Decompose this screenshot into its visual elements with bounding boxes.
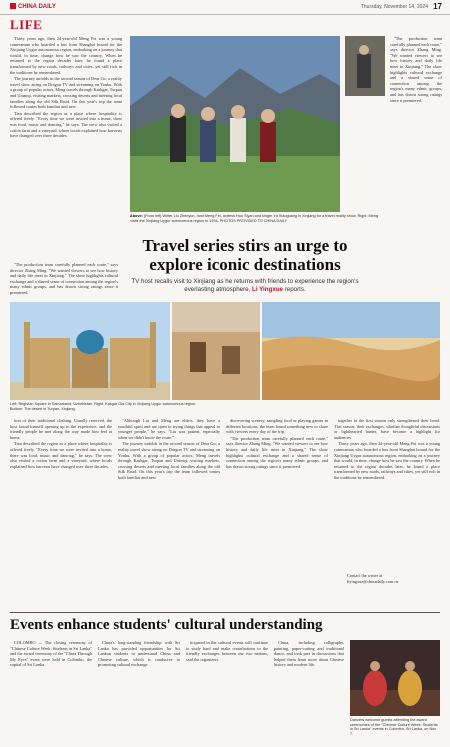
- story-column: [10, 262, 118, 300]
- story-column: [334, 418, 440, 570]
- story-paragraph: The journey unfolds in the second season of Dear Go, a reality travel show airing on Dragon TV and streaming on Youku. With a group of popular actors, Meng travels through Kashgar, Turpan and Urumqi, visiting markets, crossing deserts and meeting local families along the old Silk Road. On this year's trip the team followed routes both familiar and new.: [10, 76, 122, 110]
- photo-credit: PHOTOS PROVIDED TO CHINA DAILY: [219, 218, 288, 223]
- subheadline: [120, 278, 370, 294]
- newspaper-logo: [10, 3, 56, 10]
- page-number: 17: [433, 2, 442, 11]
- logo-text: CHINA DAILY: [18, 4, 56, 10]
- second-headline: Events enhance students' cultural understanding: [10, 617, 323, 633]
- kashgar-photo: [172, 302, 260, 400]
- story2-column: [10, 640, 92, 740]
- caption-label: Above:: [130, 214, 143, 218]
- story-column: [226, 418, 328, 606]
- logo-icon: [10, 3, 16, 9]
- author-name: Li Yingxue: [252, 286, 283, 293]
- section-title: LIFE: [10, 17, 43, 32]
- photo-caption: [130, 214, 385, 223]
- story-paragraph: tion of their traditional clothing. Usually reserved, the host found himself opening up to the experience, and the friendly people he met along the way made him feel at home.: [10, 418, 112, 440]
- kashgar-image: [172, 302, 260, 400]
- story2-paragraph: COLOMBO — The closing ceremony of "Chinese Culture Week: Students in Sri Lanka" and the award ceremony of the "China Through My Eyes" event were held in Colombo, the capital of Sri Lanka.: [10, 640, 92, 668]
- story2-paragraph: ticipated in the cultural events will continue to study hard and make contributions to the friendly exchanges between our two nations, said the organizers.: [186, 640, 268, 662]
- story-paragraph: "The production team carefully planned each route," says director Zhang Ming. "We wanted viewers to see how history and daily life meet in Xinjiang." The show highlights cultural exchange and a shared sense of connection among the region's many ethnic groups, and has drawn strong ratings since it premiered.: [226, 435, 328, 469]
- story2-column: [186, 640, 268, 740]
- archive-photo: [345, 36, 385, 96]
- writer-contact: [347, 573, 398, 584]
- subhead-text: TV host recalls visit to Xinjiang as he returns with friends to experience the region's everlasting atmosphere,: [131, 278, 359, 293]
- archive-photo-image: [345, 36, 385, 96]
- section-divider: [10, 612, 440, 613]
- story-column: [390, 36, 442, 234]
- page-header: [0, 0, 450, 15]
- contact-email: liyingxue@chinadaily.com.cn: [347, 578, 399, 584]
- story-paragraph: "The production team carefully planned each route," says director Zhang Ming. "We wanted viewers to see how history and daily life meet in Xinjiang." The show highlights cultural exchange and a shared sense of connection among the region's many ethnic groups, and has drawn strong ratings since it premiered.: [390, 36, 442, 103]
- caption-text: (From left) Writer Liu Zhenyun, host Meng Fei, actress Huo Siyan and singer Yu Xiaoguang in Xinjiang for a travel reality show. Right: Meng visits the Xinjiang Uygur autonomous region in 1994.: [130, 214, 379, 223]
- story-paragraph: "The production team carefully planned each route," says director Zhang Ming. "We wanted viewers to see how history and daily life meet in Xinjiang." The show highlights cultural exchange and a shared sense of connection among the region's many ethnic groups, and has drawn strong ratings since it premiered.: [10, 262, 118, 295]
- desert-photo: [262, 302, 440, 400]
- issue-date: Thursday, November 14, 2024: [360, 4, 428, 10]
- story-paragraph: together in the first season only strengthened their bond. This season, their exchanges, whether thoughtful discussions or lighthearted banter, have become a highlight for audiences.: [334, 418, 440, 440]
- subhead-suffix: reports.: [284, 286, 306, 293]
- photos-caption: Left: Registan Square in Samarkand, Uzbekistan. Right: Kasgar Old City in Xinjiang Uygur autonomous region. Bottom: The desert in Turpan, Xinjiang.: [10, 402, 197, 411]
- story-column: [10, 36, 122, 258]
- registan-photo: [10, 302, 170, 400]
- story-paragraph: discovering scenery, sampling food or playing games in different locations, the team found something new to share with viewers every day of the trip.: [226, 418, 328, 435]
- desert-image: [262, 302, 440, 400]
- story-column: [118, 418, 220, 606]
- main-headline: Travel series stirs an urge to explore iconic destinations: [142, 236, 348, 274]
- story-paragraph: Tian described the region as a place where hospitality is offered freely. "Every time we were invited into a home, there was food, music and dancing," he says. The crew also visited a cotton farm and a vineyard, where locals explained how harvests have changed over three decades.: [10, 441, 112, 469]
- group-photo: [130, 36, 340, 212]
- story-paragraph: Thirty years ago, then 24-year-old Meng Fei was a young cameraman who boarded a bus from Shanghai bound for the Xinjiang Uygur autonomous region, embarking on a journey that would, in time, change how he saw the country. When he returned to the region decades later, he found a place transformed by new roads, railways and cities, yet still rich in the traditions he remembered.: [334, 441, 440, 480]
- story-column: [10, 418, 112, 606]
- story-paragraph: "Although Liu and Meng are elders, they have a youthful spirit and are open to trying things that appeal to younger people," he says. "Liu was patient, especially when we didn't know the route.": [118, 418, 220, 440]
- dancers-image: [350, 640, 440, 716]
- registan-image: [10, 302, 170, 400]
- dancers-photo: [350, 640, 440, 716]
- story2-paragraph: China, including calligraphy, painting, paper-cutting and traditional dance, and took part in discussions that helped them learn more about Chinese history and modern life.: [274, 640, 344, 668]
- story-paragraph: Tian described the region as a place where hospitality is offered freely. "Every time we were invited into a home, there was food, music and dancing," he says. The crew also visited a cotton farm and a vineyard, where locals explained how harvests have changed over three decades.: [10, 110, 122, 139]
- story-paragraph: The journey unfolds in the second season of Dear Go, a reality travel show airing on Dragon TV and streaming on Youku. With a group of popular actors, Meng travels through Kashgar, Turpan and Urumqi, visiting markets, crossing deserts and meeting local families along the old Silk Road. On this year's trip the team followed routes both familiar and new.: [118, 441, 220, 480]
- group-photo-image: [130, 36, 340, 212]
- story2-paragraph: China's long-standing friendship with Sri Lanka has provided opportunities for Sri Lankan students to understand China and Chinese culture, which is conducive to promoting cultural exchange.: [98, 640, 180, 668]
- story2-column: [274, 640, 344, 740]
- story2-column: [98, 640, 180, 740]
- contact-label: Contact the writer at: [347, 573, 383, 578]
- dancers-caption: Dancers welcome guests attending the award ceremonies of the "Chinese Culture Week: Students in Sri Lanka" events in Colombo, Sri Lanka, on Nov 7.: [350, 718, 438, 736]
- story-paragraph: Thirty years ago, then 24-year-old Meng Fei was a young cameraman who boarded a bus from Shanghai bound for the Xinjiang Uygur autonomous region, embarking on a journey that would, in time, change how he saw the country. When he returned to the region decades later, he found a place transformed by new roads, railways and cities, yet still rich in the traditions he remembered.: [10, 36, 122, 75]
